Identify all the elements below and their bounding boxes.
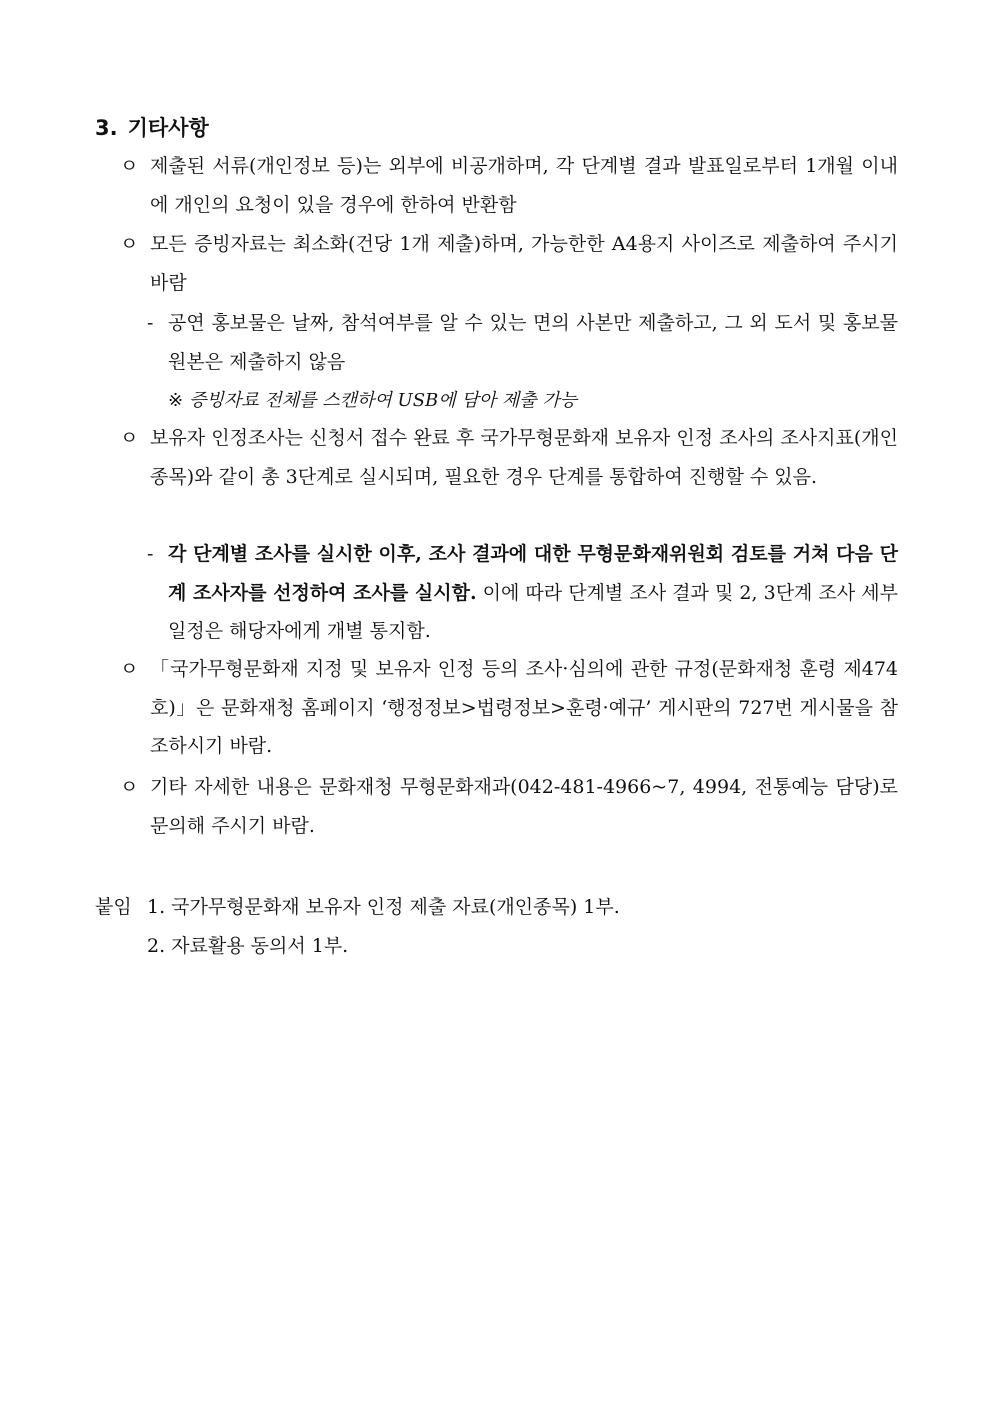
list-item-text: 보유자 인정조사는 신청서 접수 완료 후 국가무형문화재 보유자 인정 조사의 조사지표(개인종목)와 같이 총 3단계로 실시되며, 필요한 경우 단계를 통합하여 진행할 수 있음. <box>150 427 898 488</box>
note-line <box>168 383 577 419</box>
attachment-line <box>147 927 348 966</box>
sub-list-item-text: 이에 따라 단계별 조사 결과 및 2, 3단계 조사 세부 일정은 해당자에게 개별 통지함. <box>168 581 898 642</box>
list-item-text: 기타 자세한 내용은 문화재청 무형문화재과(042-481-4966~7, 4994, 전통예능 담당)로 문의해 주시기 바람. <box>150 776 898 837</box>
section-number: 3. <box>95 116 118 140</box>
attachment-item: 1. 국가무형문화재 보유자 인정 제출 자료(개인종목) 1부. <box>147 896 620 918</box>
list-item <box>120 650 898 766</box>
list-item <box>120 147 898 224</box>
list-item <box>120 768 898 845</box>
attachment-line <box>95 888 620 927</box>
bullet-marker: ㅇ <box>120 427 139 449</box>
attachment-item: 2. 자료활용 동의서 1부. <box>147 935 349 957</box>
note-mark: ※ <box>168 390 184 411</box>
dash-marker: - <box>147 312 154 334</box>
list-item-text: 「국가무형문화재 지정 및 보유자 인정 등의 조사·심의에 관한 규정(문화재청 훈령 제474호)」은 문화재청 홈페이지 ‘행정정보>법령정보>훈령·예규’ 게시판의 727번 게시물을 참조하시기 바람. <box>150 658 898 757</box>
list-item <box>120 419 898 496</box>
list-item <box>120 225 898 302</box>
bullet-marker: ㅇ <box>120 233 139 255</box>
list-item-text: 모든 증빙자료는 최소화(건당 1개 제출)하며, 가능한한 A4용지 사이즈로 제출하여 주시기 바람 <box>150 233 898 294</box>
list-item-text: 제출된 서류(개인정보 등)는 외부에 비공개하며, 각 단계별 결과 발표일로부터 1개월 이내에 개인의 요청이 있을 경우에 한하여 반환함 <box>150 155 898 216</box>
attachment-label: 붙임 <box>95 896 132 918</box>
sub-list-item <box>147 535 898 651</box>
section-heading <box>95 113 209 143</box>
bullet-marker: ㅇ <box>120 155 139 177</box>
bullet-marker: ㅇ <box>120 658 139 680</box>
section-title: 기타사항 <box>127 116 209 140</box>
dash-marker: - <box>147 543 154 565</box>
emphasized-text: 각 단계별 조사를 실시한 이후, 조사 결과에 대한 무형문화재위원회 검토를 거쳐 다음 단계 조사자를 선정하여 조사를 실시함. <box>168 543 898 604</box>
note-text: 증빙자료 전체를 스캔하여 USB에 담아 제출 가능 <box>189 390 578 411</box>
sub-list-item-text: 공연 홍보물은 날짜, 참석여부를 알 수 있는 면의 사본만 제출하고, 그 외 도서 및 홍보물 원본은 제출하지 않음 <box>168 312 898 373</box>
bullet-marker: ㅇ <box>120 776 139 798</box>
sub-list-item <box>147 304 898 381</box>
